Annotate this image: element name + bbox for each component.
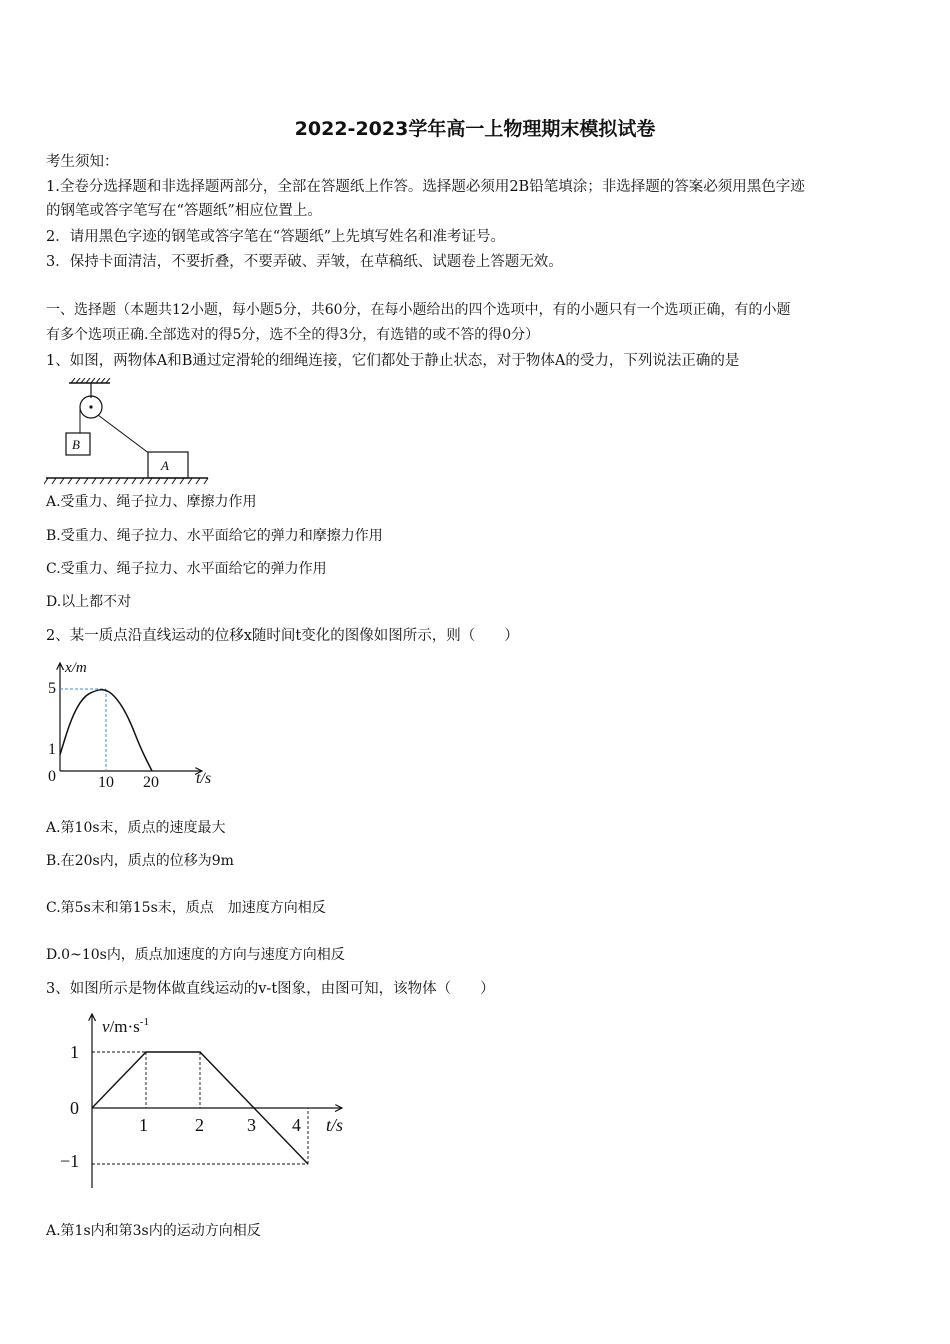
question-3-stem: 3、如图所示是物体做直线运动的v-t图象，由图可知，该物体（ ）: [46, 981, 495, 997]
x-tick-10: 10: [98, 774, 114, 791]
y-tick-minus-1: −1: [60, 1151, 80, 1171]
x-tick-2: 2: [195, 1115, 204, 1135]
x-tick-20: 20: [143, 774, 159, 791]
notice-line-1b: 的钢笔或答字笔写在“答题纸”相应位置上。: [46, 203, 322, 219]
notice-line-3: 3．保持卡面清洁，不要折叠，不要弄破、弄皱，在草稿纸、试题卷上答题无效。: [46, 254, 563, 270]
q1-option-c: C.受重力、绳子拉力、水平面给它的弹力作用: [46, 561, 327, 577]
q3-option-a: A.第1s内和第3s内的运动方向相反: [46, 1223, 261, 1239]
x-tick-4: 4: [292, 1115, 301, 1135]
y-tick-1: 1: [48, 741, 56, 758]
xt-graph: [40, 655, 230, 795]
q2-option-c: C.第5s末和第15s末，质点 加速度方向相反: [46, 900, 326, 916]
q2-option-a: A.第10s末，质点的速度最大: [46, 820, 226, 836]
pulley-diagram: [44, 378, 210, 486]
x-axis-label: t/s: [196, 770, 212, 787]
y-axis-label: x/m: [65, 660, 87, 676]
notice-heading: 考生须知：: [46, 154, 119, 170]
x-tick-3: 3: [247, 1115, 256, 1135]
question-1-stem: 1、如图，两物体A和B通过定滑轮的细绳连接，它们都处于静止状态，对于物体A的受力，下列说法正确的是: [46, 353, 740, 369]
block-b-label: B: [72, 437, 80, 452]
vt-graph: [40, 1010, 360, 1195]
q2-option-b: B.在20s内，质点的位移为9m: [46, 853, 234, 869]
notice-line-2: 2．请用黑色字迹的钢笔或答字笔在“答题纸”上先填写姓名和准考证号。: [46, 229, 506, 245]
x-tick-1: 1: [139, 1115, 148, 1135]
question-2-stem: 2、某一质点沿直线运动的位移x随时间t变化的图像如图所示，则（ ）: [46, 628, 519, 644]
q1-option-a: A.受重力、绳子拉力、摩擦力作用: [46, 494, 257, 510]
block-a-label: A: [161, 458, 169, 473]
q2-option-d: D.0~10s内，质点加速度的方向与速度方向相反: [46, 947, 345, 963]
notice-line-1a: 1.全卷分选择题和非选择题两部分，全部在答题纸上作答。选择题必须用2B铅笔填涂；非选择题的答案必须用黑色字迹: [46, 179, 805, 195]
origin-label: 0: [48, 768, 56, 785]
section-header-line-1: 一、选择题（本题共12小题，每小题5分，共60分，在每小题给出的四个选项中，有的小题只有一个选项正确，有的小题: [46, 302, 791, 318]
q1-option-b: B.受重力、绳子拉力、水平面给它的弹力和摩擦力作用: [46, 528, 383, 544]
y-tick-0: 0: [70, 1098, 79, 1118]
q1-option-d: D.以上都不对: [46, 594, 132, 610]
x-axis-label: t/s: [326, 1115, 344, 1135]
page-title: 2022-2023学年高一上物理期末模拟试卷: [294, 118, 656, 140]
y-axis-label: $v/m\cdot s^{-1}$: [102, 1016, 149, 1036]
y-tick-5: 5: [48, 680, 56, 697]
section-header-line-2: 有多个选项正确.全部选对的得5分，选不全的得3分，有选错的或不答的得0分）: [46, 327, 540, 343]
y-tick-1: 1: [70, 1042, 79, 1062]
